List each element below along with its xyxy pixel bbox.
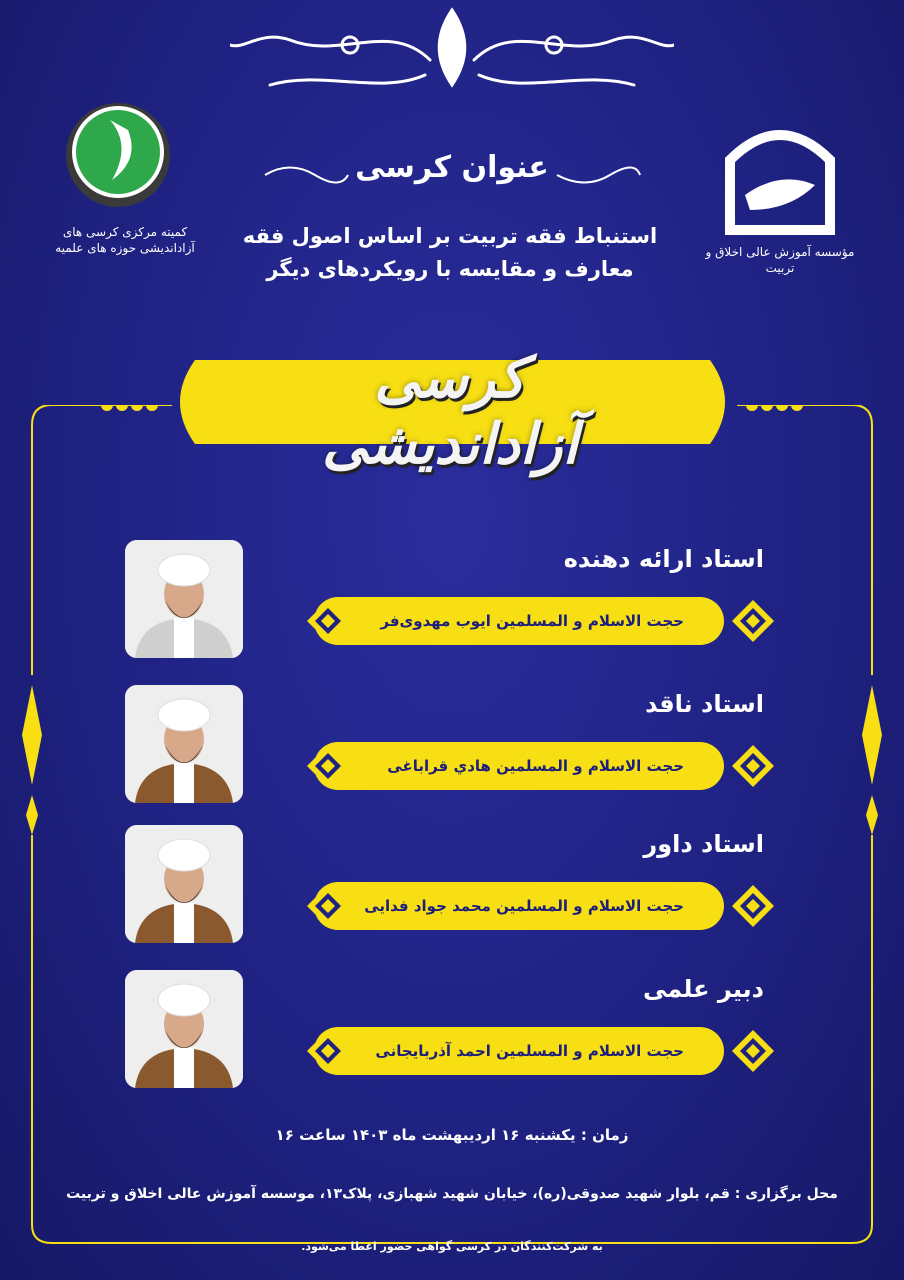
committee-logo-caption-line1: کمیته مرکزی کرسی های — [62, 225, 188, 239]
participant-name: حجت الاسلام و المسلمین احمد آذربایجانی — [314, 1027, 724, 1075]
diamond-ornament-icon — [305, 598, 351, 644]
person-avatar-icon — [125, 970, 243, 1088]
person-avatar-icon — [125, 825, 243, 943]
diamond-ornament-icon — [730, 598, 776, 644]
event-location: محل برگزاری : قم، بلوار شهید صدوقی(ره)، خیابان شهید شهبازی، پلاک۱۳، موسسه آموزش عالی اخلاق و تربیت — [66, 1186, 838, 1202]
certificate-note: به شرکت‌کنندگان در کرسی گواهی حضور اعطا می‌شود. — [301, 1240, 603, 1253]
participant-name: حجت الاسلام و المسلمین هادي قراباغی — [314, 742, 724, 790]
participant-role: استاد ارائه دهنده — [563, 545, 764, 573]
participant-role: استاد ناقد — [645, 690, 764, 718]
committee-logo — [40, 100, 210, 270]
diamond-ornament-icon — [730, 743, 776, 789]
participant-name: حجت الاسلام و المسلمین ایوب مهدوی‌فر — [314, 597, 724, 645]
committee-logo-caption-line2: آزاداندیشی حوزه های علمیه — [55, 241, 195, 255]
diamond-ornament-icon — [730, 883, 776, 929]
institute-logo-caption: مؤسسه آموزش عالی اخلاق و تربیت — [705, 245, 855, 275]
page-title: عنوان کرسی — [355, 150, 549, 185]
participant-role: استاد داور — [643, 830, 764, 858]
title-flourish-right — [555, 160, 645, 190]
banner-title: کرسی آزاداندیشی — [322, 345, 578, 477]
participant-photo — [125, 685, 243, 803]
participant-photo — [125, 970, 243, 1088]
chair-subject — [200, 220, 700, 286]
participant-role: دبیر علمی — [643, 975, 764, 1003]
diamond-ornament-icon — [305, 1028, 351, 1074]
title-flourish-left — [260, 160, 350, 190]
institute-logo — [690, 110, 870, 280]
chair-subject-line2: معارف و مقایسه با رویکردهای دیگر — [266, 257, 634, 281]
diamond-ornament-icon — [305, 743, 351, 789]
diamond-ornament-icon — [305, 883, 351, 929]
event-time: زمان : یکشنبه ۱۶ اردیبهشت ماه ۱۴۰۳ ساعت ۱۶ — [275, 1126, 629, 1144]
participant-photo — [125, 540, 243, 658]
person-avatar-icon — [125, 685, 243, 803]
participant-name: حجت الاسلام و المسلمین محمد جواد فدایی — [314, 882, 724, 930]
top-ornament — [230, 0, 674, 105]
chair-subject-line1: استنباط فقه تربیت بر اساس اصول فقه — [242, 224, 658, 248]
person-avatar-icon — [125, 540, 243, 658]
participant-photo — [125, 825, 243, 943]
diamond-ornament-icon — [730, 1028, 776, 1074]
